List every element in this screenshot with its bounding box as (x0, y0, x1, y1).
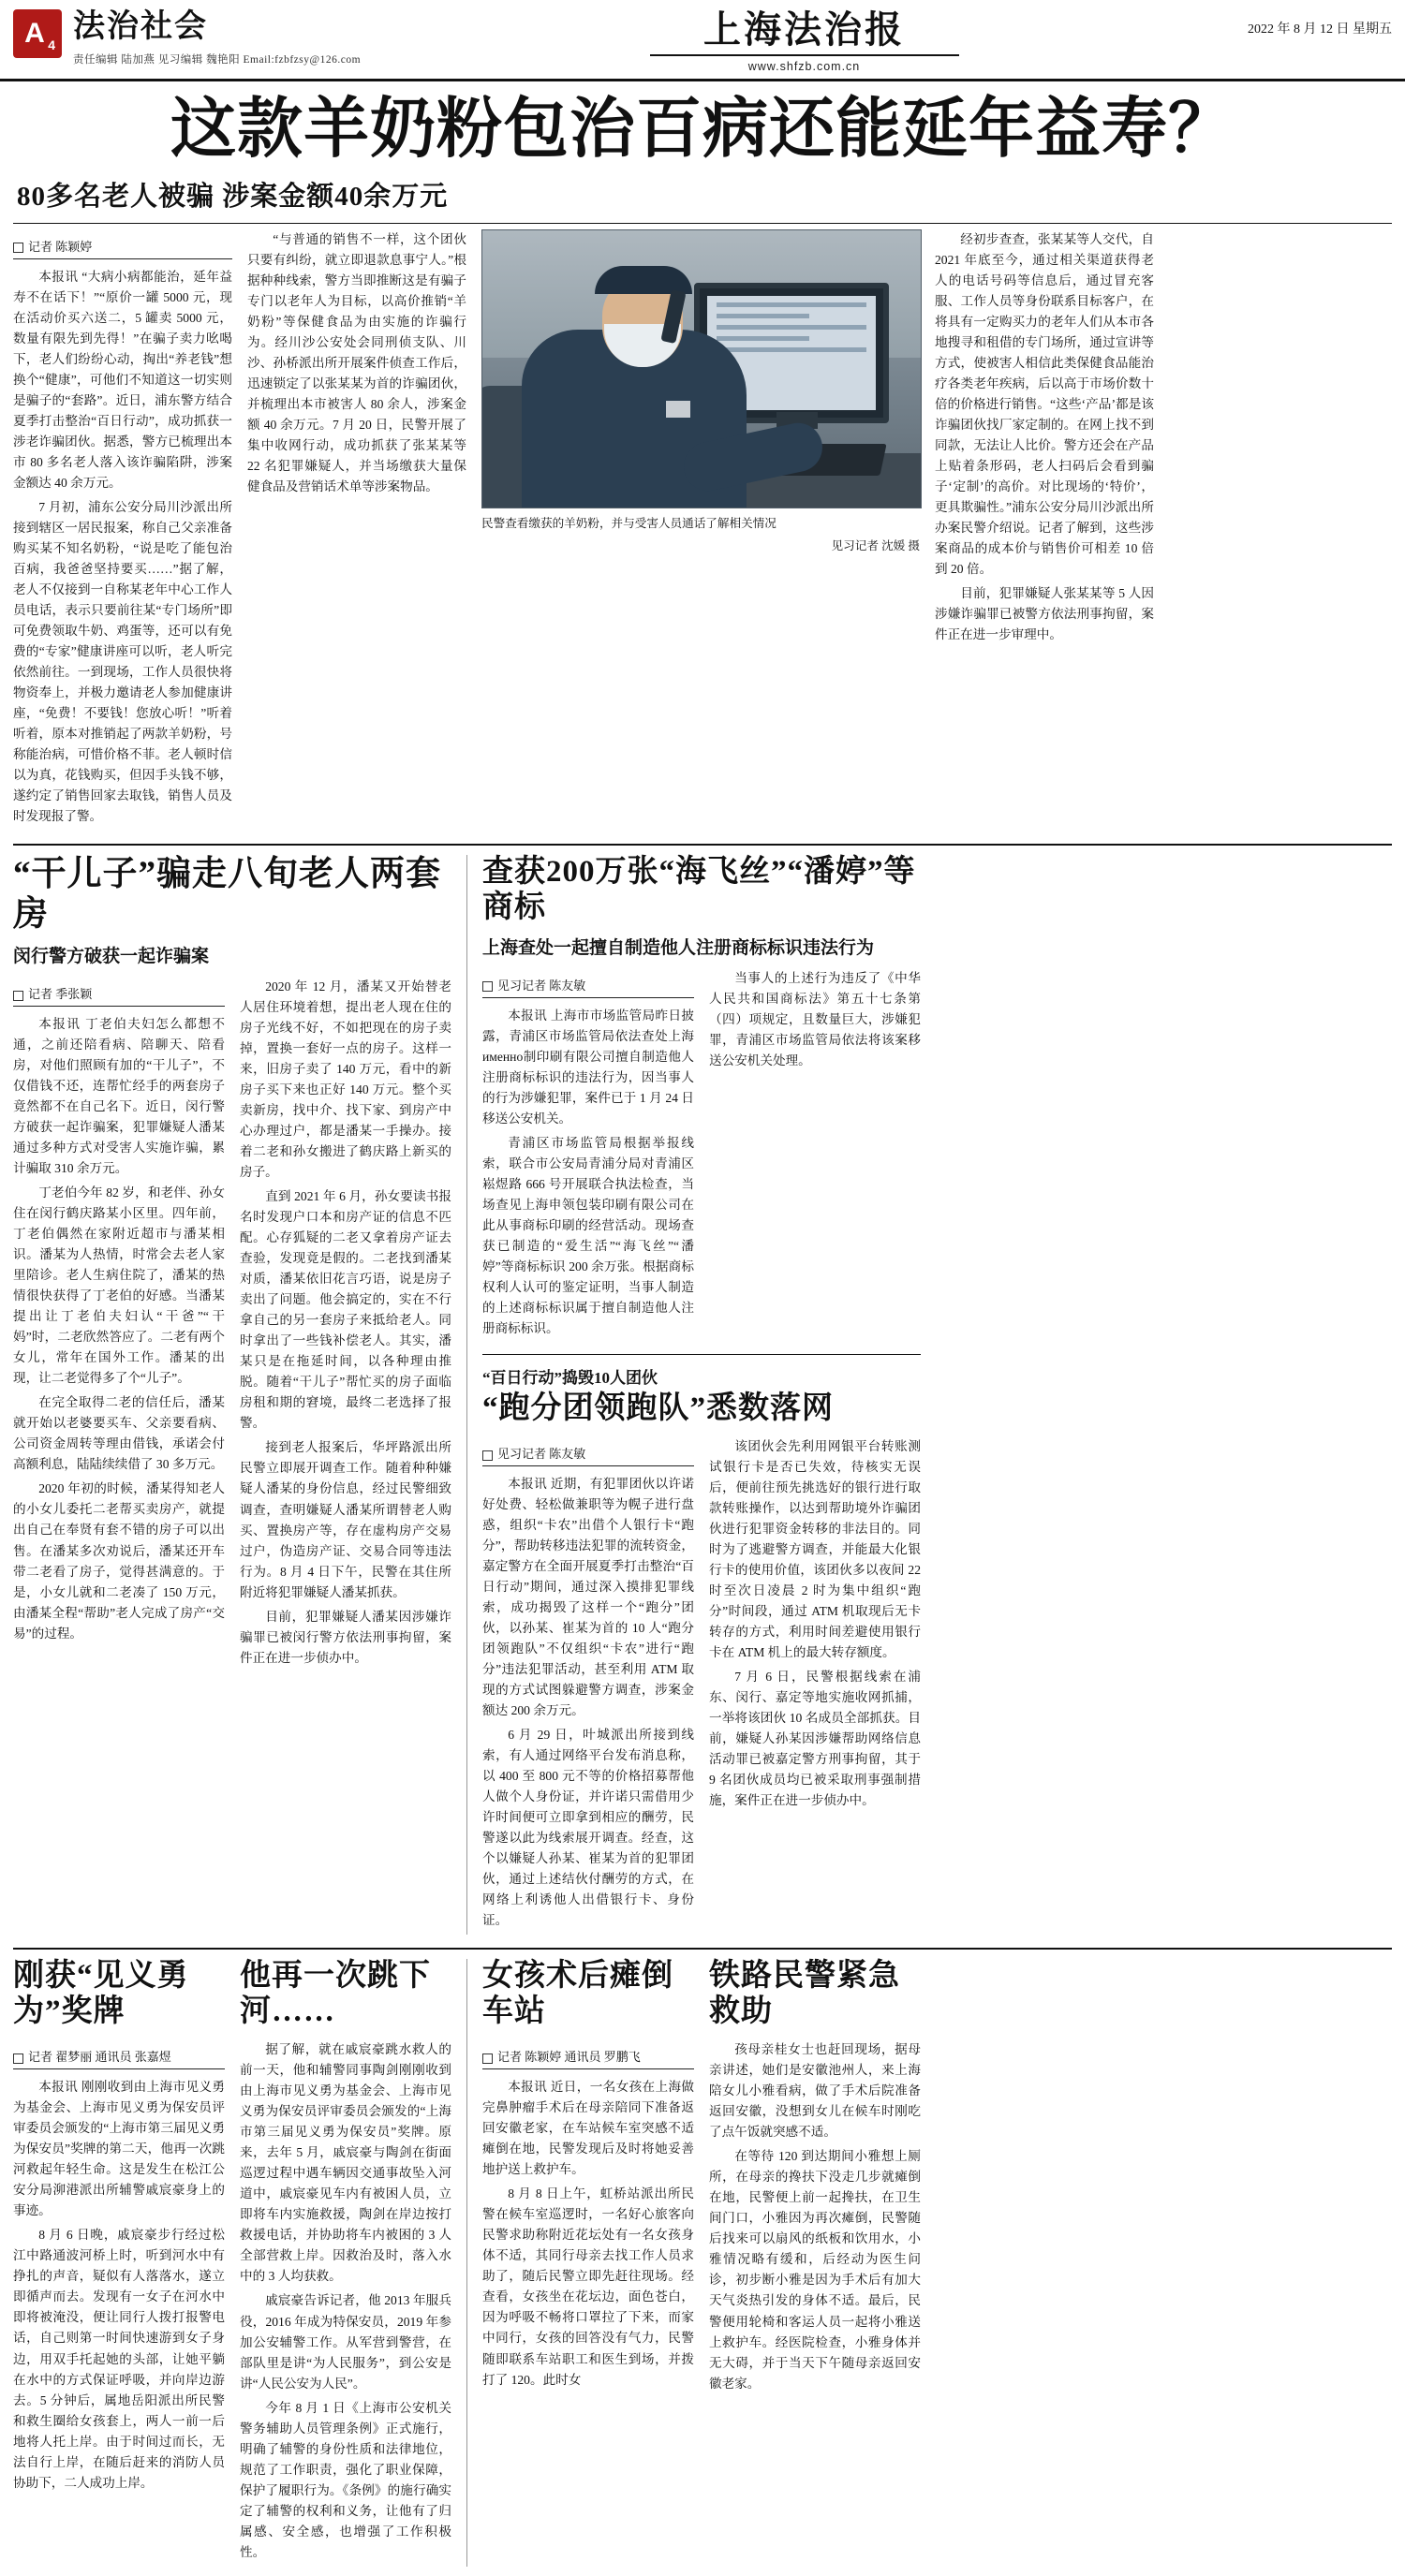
story-trademark (482, 855, 921, 1343)
page-badge-number: 4 (48, 37, 55, 52)
right-stack-bottom (482, 1959, 921, 2566)
paragraph: 7 月初，浦东公安分局川沙派出所接到辖区一居民报案，称自己父亲准备购买某不知名奶粉，“说是吃了能包治百病，我爸爸坚持要买……”据了解，老人不仅接到一自称某老年中心工作人员电话，表示只要前往某“专门场所”即可免费领取牛奶、鸡蛋等，还可以有免费的“专家”健康讲座可以听，老人听完依然前往。一到现场，工作人员很快将物资奉上，并极力邀请老人参加健康讲座，“免费！不要钱！您放心听！”听着听着，原本对推销起了两款羊奶粉，号称能治病，可惜价格不菲。老人顿时信以为真，花钱购买，但因手头钱不够，遂约定了销售回家去取钱，销售人员及时发现报了警。 (13, 499, 232, 823)
byline (13, 2047, 225, 2065)
bottom-titles (482, 1959, 921, 2030)
byline (482, 2047, 694, 2065)
paragraph: 8 月 6 日晚，戚宸豪步行经过松江中路通波河桥上时，听到河水中有挣扎的声音，疑似有人落落水，遂立即循声而去。发现有一女子在河水中即将被淹没，便让同行人拨打报警电话，自己则第一时间快速游到女子身边，用双手托起她的头部，让她平躺在水中的方式保证呼吸，并向岸边游去。5 分钟后，属地岳阳派出所民警和救生圈给女孩套上，两人一前一后地将人托上岸。由于时间过而长，无法自行上岸，在随后赶来的消防人员协助下，二人成功上岸。 (13, 2228, 225, 2490)
paragraph: 丁老伯今年 82 岁，和老伴、孙女住在闵行鹤庆路某小区里。四年前，丁老伯偶然在家附近超市与潘某相识。潘某为人热情，时常会去老人家里陪诊。老人生病住院了，潘某的热情很快获得了丁老伯的好感。当潘某提出让丁老伯夫妇认“干爸”“干妈”时，二老欣然答应了。二老有两个女儿，常年在国外工作。潘某的出现，让二老觉得多了个“儿子”。 (13, 1185, 225, 1386)
story-title: “跑分团领跑队”悉数落网 (482, 1391, 834, 1426)
story-ganerzi-col-1 (13, 977, 225, 1672)
byline (13, 984, 225, 1002)
section-title: 法治社会 (73, 9, 208, 44)
paragraph: 孩母亲桂女士也赶回现场，据母亲讲述，她们是安徽池州人，来上海陪女儿小雅看病，做了手术后院准备返回安徽，没想到女儿在候车时刚吃了点午饭就突感不适。 (709, 2042, 921, 2140)
story-paofen-columns (482, 1436, 921, 1935)
band-two (0, 846, 1405, 1935)
paragraph: 当事人的上述行为违反了《中华人民共和国商标法》第五十七条第（四）项规定，且数量巨大，涉嫌犯罪，青浦区市场监管局依法将该案移送公安机关处理。 (709, 970, 921, 1067)
byline-text: 记者 季张颖 (28, 987, 93, 1002)
photo-caption: 民警查看缴获的羊奶粉，并与受害人员通话了解相关情况 (481, 516, 776, 530)
girl-title-wrap (482, 1959, 694, 2030)
story-trademark-col-1 (482, 968, 694, 1343)
bottom-columns (482, 2039, 921, 2397)
paper-url: www.shfzb.com.cn (747, 60, 861, 73)
byline-box-icon (482, 1450, 493, 1461)
byline-text: 记者 陈颖婷 (28, 239, 93, 254)
paragraph: 2020 年初的时候，潘某得知老人的小女儿委托二老帮买卖房产，就提出自己在奉贤有套不错的房子可以出售。在潘某多次劝说后，潘某还开车带二老看了房子，觉得甚满意的。于是，小女儿就和二老凑了 150 万元，由潘某全程“帮助”老人完成了房产“交易”的过程。 (13, 1481, 225, 1641)
story-title: 女孩术后瘫倒车站 (482, 1959, 673, 2029)
masthead-left (13, 9, 361, 66)
byline (482, 976, 694, 994)
paragraph: 6 月 29 日，叶城派出所接到线索，有人通过网络平台发布消息称，以 400 至 800 元不等的价格招募帮他人做个人身份证，并许诺只需借用少许时间便可立即拿到相应的酬劳，民警遂以此为线索展开调查。经查，这个以嫌疑人孙某、崔某为首的犯罪团伙，通过上述结伙付酬劳的方式，在网络上利诱他人出借银行卡、身份证。 (482, 1728, 694, 1928)
paragraph: 接到老人报案后，华坪路派出所民警立即展开调查工作。随着种种嫌疑人潘某的身份信息，经过民警细致调查，查明嫌疑人潘某所谓替老人购买、置换房产等，存在虚构房产交易过户，伪造房产证、交易合同等违法行为。8 月 4 日下午，民警在其住所附近将犯罪嫌疑人潘某抓获。 (240, 1440, 451, 1599)
byline-rule (13, 2068, 225, 2069)
byline-text: 见习记者 陈友敏 (497, 1447, 586, 1462)
byline-box-icon (13, 2053, 23, 2064)
band-three (0, 1950, 1405, 2566)
byline (482, 1444, 694, 1462)
story-paofen-col-1 (482, 1436, 694, 1935)
column-divider (466, 855, 467, 1935)
top-story (0, 224, 1405, 831)
top-headline-block (0, 81, 1405, 215)
screen-line (717, 302, 866, 307)
top-story-col-4 (935, 229, 1154, 831)
byline-rule (482, 997, 694, 998)
paragraph: 在等待 120 到达期间小雅想上厕所，在母亲的搀扶下没走几步就瘫倒在地，民警便上前一起搀扶，在卫生间门口，小雅因为再次瘫倒，民警随后找来可以扇风的纸板和饮用水，小雅情况略有缓和，后经动为医生问诊，初步断小雅是因为手术后有加大天气炎热引发的身体不适。最后，民警便用轮椅和客运人员一起将小雅送上救护车。经医院检查，小雅身体并无大碍，并于当天下午随母亲返回安徽老家。 (709, 2149, 921, 2391)
top-subheadline: 80多名老人被骗 涉案金额40余万元 (17, 181, 449, 212)
photo-credit-row (481, 536, 920, 553)
story-title-continuation: 他再一次跳下河…… (240, 1959, 431, 2029)
paragraph: 本报讯 近期，有犯罪团伙以许诺好处费、轻松做兼职等为幌子进行盘惑，组织“卡农”出借个人银行卡“跑分”，帮助转移违法犯罪的流转资金，嘉定警方在全面开展夏季打击整治“百日行动”期间，通过深入摸排犯罪线索，成功揭毁了这样一个“跑分”团伙，以孙某、崔某为首的 10 人“跑分团领跑队”不仅组织“卡农”进行“跑分”违法犯罪活动，甚至利用 ATM 取现的方式试图躲避警方调查，涉案金额达 200 余万元。 (482, 1477, 694, 1718)
screen-line (717, 347, 866, 352)
photo-caption-row (481, 513, 920, 531)
masthead-section (73, 9, 361, 66)
story-trademark-col-2 (709, 968, 921, 1343)
masthead (0, 0, 1405, 81)
shoulder-badge (666, 401, 690, 418)
byline-box-icon (13, 243, 23, 253)
story-girl-col (482, 2039, 694, 2397)
top-story-col-1 (13, 229, 232, 831)
paragraph: 今年 8 月 1 日《上海市公安机关警务辅助人员管理条例》正式施行，明确了辅警的身份性质和法律地位，规范了工作职责，强化了职业保障，保护了履职行为。《条例》的施行确实定了辅警的权利和义务，让他有了归属感、安全感，也增强了工作积极性。 (240, 2400, 451, 2559)
paragraph: 直到 2021 年 6 月，孙女要读书报名时发现户口本和房产证的信息不匹配。心存狐疑的二老又拿着房产证去查验，发现竟是假的。二老找到潘某对质，潘某依旧花言巧语，说是房子卖出了问题。他会搞定的，实在不行拿自己的另一套房子来抵给老人。同时拿出了一些钱补偿老人。其实，潘某只是在拖延时间，以各种理由推脱。随着“干儿子”帮忙买的房子面临房租和期的窘境，最终二老选择了报警。 (240, 1189, 451, 1431)
masthead-date: 2022 年 8 月 12 日 星期五 (1248, 22, 1392, 37)
story-title: “干儿子”骗走八旬老人两套房 (13, 855, 441, 934)
story-medal-col-2 (240, 2039, 451, 2566)
paragraph: 本报讯 上海市市场监管局昨日披露，青浦区市场监管局依法查处上海именно制印刷有限公司擅自制造他人注册商标标识的违法行为，因当事人的行为涉嫌犯罪，案件已于 1 月 24 日移送公安机关。 (482, 1008, 694, 1126)
paragraph: 经初步查查，张某某等人交代，自 2021 年底至今，通过相关渠道获得老人的电话号码等信息后，通过冒充客服、工作人员等身份联系目标客户，在将具有一定购买力的老年人们从本市各地搜寻和租借的专门场所，通过宣讲等方式，使被害人相信此类保健食品能治疗各类老年疾病，后以高于市场价数十倍的价格进行销售。“这些‘产品’都是该诈骗团伙找厂家定制的。在网上找不到同款，无法让人比价。警方还会在产品上贴着条形码，老人扫码后会看到骗子‘定制’的高价。对比现场的‘特价’，更具欺骗性。”浦东公安分局川沙派出所办案民警介绍说。记者了解到，这些涉案商品的成本价与销售价可相差 10 倍到 20 倍。 (935, 231, 1154, 576)
story-title: 刚获“见义勇为”奖牌 (13, 1959, 189, 2029)
paragraph: 2020 年 12 月，潘某又开始替老人居住环境着想，提出老人现在住的房子光线不好，不如把现在的房子卖掉，置换一套好一点的房子。这样一来，旧房子卖了 140 万元，看中的新房子买下来也正好 140 万元。整个买卖新房，找中介、找下家、到房产中心办理过户，都是潘某一手操办。接着二老和孙女搬进了鹤庆路上新买的房子。 (240, 979, 451, 1180)
paragraph: 在完全取得二老的信任后，潘某就开始以老婆要买车、父亲要看病、公司资金周转等理由借钱，承诺会付高额利息，陆陆续续借了 30 多万元。 (13, 1395, 225, 1472)
paragraph: 本报讯 “大病小病都能治，延年益寿不在话下！”“原价一罐 5000 元，现在活动价买六送二，5 罐卖 5000 元，数量有限先到先得！”在骗子卖力吆喝下，老人们纷纷心动，掏出“养老钱”想换个“健康”，可他们不知道这一切实则是骗子的“套路”。近日，浦东警方结合夏季打击整治“百日行动”，成功抓获一涉老诈骗团伙。据悉，警方已梳理出本市 80 多名老人落入该诈骗陷阱，涉案金额达 40 余万元。 (13, 269, 232, 490)
page-badge-letter: A (24, 18, 45, 49)
paragraph: 本报讯 近日，一名女孩在上海做完鼻肿瘤手术后在母亲陪同下准备返回安徽老家，在车站候车室突感不适瘫倒在地，民警发现后及时将她妥善地护送上救护车。 (482, 2080, 694, 2177)
byline-text: 记者 翟梦丽 通讯员 张嘉煜 (28, 2050, 171, 2065)
medal-titles (13, 1959, 451, 2030)
story-medal (13, 1959, 451, 2566)
news-photo (481, 229, 922, 508)
story-subtitle: 闵行警方破获一起诈骗案 (13, 947, 210, 967)
byline-text: 见习记者 陈友敏 (497, 978, 586, 993)
right-stack (482, 855, 921, 1935)
section-credits: 责任编辑 陆加燕 见习编辑 魏艳阳 Email:fzbfzsy@126.com (73, 54, 362, 66)
paragraph: 7 月 6 日，民警根据线索在浦东、闵行、嘉定等地实施收网抓捕，一举将该团伙 10 名成员全部抓获。目前，嫌疑人孙某因涉嫌帮助网络信息活动罪已被嘉定警方刑事拘留，其于 9 名团伙成员均已被采取刑事强制措施，案件正在进一步侦办中。 (709, 1670, 921, 1808)
top-story-photo-col (481, 229, 920, 831)
byline-rule (482, 1465, 694, 1466)
byline-rule (13, 1006, 225, 1007)
section-divider (482, 1354, 921, 1355)
paragraph: 据了解，就在戚宸豪跳水救人的前一天，他和辅警同事陶剑刚刚收到由上海市见义勇为基金会、上海市见义勇为保安员评审委员会颁发的“上海市第三届见义勇为保安员”奖牌。原来，去年 5 月，戚宸豪与陶剑在街面巡逻过程中遇车辆因交通事故坠入河道中，戚宸豪见车内有被困人员，立即将车内实施救援，陶剑在岸边按打救援电话，并协助将车内被困的 3 人全部营救上岸。因救治及时，落入水中的 3 人均获救。 (240, 2042, 451, 2284)
byline-rule (13, 258, 232, 259)
byline-text: 记者 陈颖婷 通讯员 罗鹏飞 (497, 2050, 641, 2065)
medal-title-right (240, 1959, 451, 2030)
story-ganerzi (13, 855, 451, 1935)
story-subtitle: 上海查处一起擅自制造他人注册商标标识违法行为 (482, 937, 875, 958)
paragraph: 该团伙会先利用网银平台转账测试银行卡是否已失效，待核实无误后，便前往预先挑选好的银行进行取款转账操作，以达到帮助境外诈骗团伙进行犯罪资金转移的非法目的。同时为了逃避警方调查，并能最大化银行卡的使用价值，该团伙多以夜间 22 时至次日凌晨 2 时为集中组织“跑分”时间段，通过 ATM 机取现后无卡转存的方式，利用时间差避使用银行卡在 ATM 机上的最大转存额度。 (709, 1439, 921, 1660)
story-rail-col (709, 2039, 921, 2397)
rail-title-wrap (709, 1959, 921, 2030)
photo-credit: 见习记者 沈媛 摄 (831, 538, 920, 552)
medal-title-left (13, 1959, 225, 2030)
story-medal-columns (13, 2039, 451, 2566)
story-kicker: “百日行动”捣毁10人团伙 (482, 1369, 658, 1388)
story-trademark-columns (482, 968, 921, 1343)
masthead-rule (650, 54, 959, 56)
screen-line (717, 336, 809, 341)
screen-line (717, 314, 809, 318)
paragraph: 戚宸豪告诉记者，他 2013 年服兵役，2016 年成为特保安员，2019 年参加公安辅警工作。从军营到警营，在部队里是讲“为人民服务”，到公安是讲“人民公安为人民”。 (240, 2293, 451, 2391)
paragraph: 目前，犯罪嫌疑人潘某因涉嫌诈骗罪已被闵行警方依法刑事拘留，案件正在进一步侦办中。 (240, 1609, 451, 1665)
police-cap (595, 266, 692, 294)
byline-rule (482, 2068, 694, 2069)
paragraph: “与普通的销售不一样，这个团伙只要有纠纷，就立即退款息事宁人。”根据种种线索，警方当即推断这是有骗子专门以老年人为目标，以高价推销“羊奶粉”等保健食品为由实施的诈骗行为。经川沙公安处会同刑侦支队、川沙、孙桥派出所开展案件侦查工作后，迅速锁定了以张某某为首的诈骗团伙，并梳理出本市被害人 80 余人，涉案金额 40 余万元。7 月 20 日，民警开展了集中收网行动，成功抓获了张某某等 22 名犯罪嫌疑人，并当场缴获大量保健食品及营销话术单等涉案物品。 (247, 231, 466, 493)
byline-box-icon (482, 2053, 493, 2064)
top-story-col-2 (247, 229, 466, 831)
paragraph: 目前，犯罪嫌疑人张某某等 5 人因涉嫌诈骗罪已被警方依法刑事拘留，案件正在进一步审理中。 (935, 585, 1154, 641)
byline (13, 237, 232, 255)
screen-line (717, 325, 866, 330)
page-badge (13, 9, 62, 58)
story-ganerzi-columns (13, 977, 451, 1672)
masthead-center (361, 9, 1248, 73)
page-title: 这款羊奶粉包治百病还能延年益寿？ (170, 94, 1235, 166)
story-ganerzi-col-2 (240, 977, 451, 1672)
byline-box-icon (482, 981, 493, 992)
paragraph: 本报讯 刚刚收到由上海市见义勇为基金会、上海市见义勇为保安员评审委员会颁发的“上海市第三届见义勇为保安员”奖牌的第二天，他再一次跳河救起年轻生命。这是发生在松江公安分局泖港派出所辅警戚宸豪身上的事迹。 (13, 2080, 225, 2218)
story-paofen (482, 1364, 921, 1935)
paper-name: 上海法治报 (703, 8, 905, 51)
byline-box-icon (13, 991, 23, 1001)
story-paofen-col-2 (709, 1436, 921, 1935)
paragraph: 本报讯 丁老伯夫妇怎么都想不通，之前还陪看病、陪聊天、陪看房，对他们照顾有加的“干儿子”，不仅借钱不还，连帮忙经手的两套房子竟然都不在自己名下。近日，闵行警方破获一起诈骗案，犯罪嫌疑人潘某通过多种方式对受害人实施诈骗，累计骗取 310 余万元。 (13, 1017, 225, 1176)
paragraph: 青浦区市场监管局根据举报线索，联合市公安局青浦分局对青浦区崧煜路 666 号开展联合执法检查，当场查见上海申领包装印刷有限公司在此从事商标印刷的经营活动。现场查获已制造的“爱生活”“海飞丝”“潘婷”等商标标识 200 余万张。根据商标权利人认可的鉴定证明，当事人制造的上述商标标识属于擅自制造他人注册商标标识。 (482, 1135, 694, 1336)
paragraph: 8 月 8 日上午，虹桥站派出所民警在候车室巡逻时，一名好心旅客向民警求助称附近花坛处有一名女孩身体不适，其同行母亲去找工作人员求助了，随后民警立即先赶往现场。经查看，女孩坐在花坛边，面色苍白，因为呼吸不畅将口罩拉了下来，而家中同行，女孩的回答没有气力，民警随即联系车站职工和医生到场，并拨打了 120。此时女 (482, 2186, 694, 2387)
story-title: 查获200万张“海飞丝”“潘婷”等商标 (482, 855, 916, 924)
story-title: 铁路民警紧急救助 (709, 1959, 900, 2029)
story-medal-col-1 (13, 2039, 225, 2566)
column-divider (466, 1959, 467, 2566)
